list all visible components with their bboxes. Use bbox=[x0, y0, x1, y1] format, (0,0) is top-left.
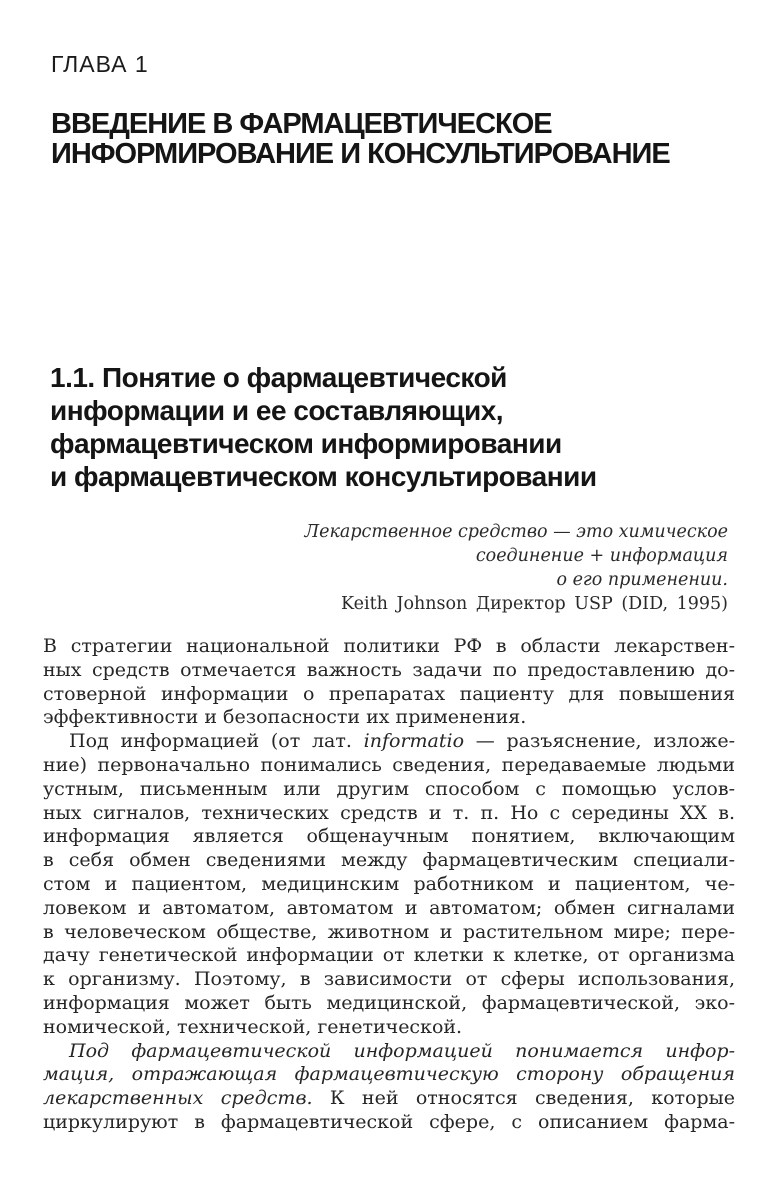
chapter-title-line: ВВЕДЕНИЕ В ФАРМАЦЕВТИЧЕСКОЕ bbox=[51, 108, 552, 140]
body-line bbox=[43, 730, 735, 754]
body-segment: эффективности и безопасности их применения. bbox=[43, 706, 527, 729]
paragraph bbox=[43, 635, 735, 730]
body-segment-italic: informatio bbox=[363, 730, 465, 753]
body-segment: К ней относятся сведения, которые bbox=[312, 1087, 735, 1110]
body-segment: ных средств отмечается важность задачи по предоставлению до- bbox=[43, 658, 735, 681]
chapter-title bbox=[51, 109, 670, 169]
body-line bbox=[43, 1087, 735, 1111]
section-heading-line: и фармацевтическом консультировании bbox=[50, 461, 597, 492]
body-line bbox=[43, 635, 735, 659]
body-segment: ловеком и автоматом, автоматом и автоматом; обмен сигналами bbox=[43, 896, 735, 919]
body-text bbox=[43, 635, 735, 1135]
body-line bbox=[43, 1016, 735, 1040]
body-line bbox=[43, 1111, 735, 1135]
body-segment: номической, технической, генетической. bbox=[43, 1015, 463, 1038]
body-line bbox=[43, 944, 735, 968]
body-line bbox=[43, 683, 735, 707]
epigraph-quote-line: соединение + информация bbox=[475, 546, 728, 566]
section-heading-line: фармацевтическом информировании bbox=[50, 428, 562, 459]
section-heading-line: 1.1. Понятие о фармацевтической bbox=[50, 362, 507, 393]
epigraph-quote-line: о его применении. bbox=[556, 570, 728, 590]
body-segment: в себя обмен сведениями между фармацевтическим специали- bbox=[43, 849, 735, 872]
epigraph-attribution: Keith Johnson Директор USP (DID, 1995) bbox=[341, 594, 728, 614]
body-line bbox=[43, 873, 735, 897]
chapter-label: ГЛАВА 1 bbox=[51, 51, 149, 77]
body-segment: ние) первоначально понимались сведения, передаваемые людьми bbox=[43, 753, 735, 776]
body-line bbox=[43, 849, 735, 873]
body-segment: к организму. Поэтому, в зависимости от сферы использования, bbox=[43, 968, 735, 991]
body-segment: циркулируют в фармацевтической сфере, с описанием фарма- bbox=[43, 1110, 735, 1133]
epigraph bbox=[180, 520, 728, 616]
body-segment: В стратегии национальной политики РФ в области лекарствен- bbox=[43, 635, 735, 657]
body-segment-italic: мация, отражающая фармацевтическую сторону обращения bbox=[43, 1063, 735, 1086]
body-segment: Под информацией (от лат. bbox=[69, 730, 364, 753]
section-heading-line: информации и ее составляющих, bbox=[50, 395, 504, 426]
body-line bbox=[43, 802, 735, 826]
body-line bbox=[43, 659, 735, 683]
body-segment: в человеческом обществе, животном и растительном мире; пере- bbox=[43, 920, 735, 943]
body-segment: дачу генетической информации от клетки к клетке, от организма bbox=[43, 944, 735, 967]
body-segment-italic: лекарственных средств. bbox=[43, 1087, 313, 1110]
epigraph-quote-line: Лекарственное средство — это химическое bbox=[304, 522, 728, 542]
body-segment: стом и пациентом, медицинским работником и пациентом, че- bbox=[43, 872, 735, 895]
body-line bbox=[43, 778, 735, 802]
chapter-title-line: ИНФОРМИРОВАНИЕ И КОНСУЛЬТИРОВАНИЕ bbox=[51, 138, 670, 170]
body-line bbox=[43, 706, 735, 730]
body-line bbox=[43, 754, 735, 778]
body-segment: информация является общенаучным понятием, включающим bbox=[43, 825, 735, 848]
body-line bbox=[43, 897, 735, 921]
body-line bbox=[43, 825, 735, 849]
body-line bbox=[43, 1063, 735, 1087]
body-segment: информация может быть медицинской, фармацевтической, эко- bbox=[43, 991, 735, 1014]
body-line bbox=[43, 968, 735, 992]
paragraph bbox=[43, 1040, 735, 1135]
body-segment: устным, письменным или другим способом с помощью услов- bbox=[43, 777, 735, 800]
body-line bbox=[43, 992, 735, 1016]
body-segment: стоверной информации о препаратах пациенту для повышения bbox=[43, 682, 735, 705]
body-segment: — разъяснение, изложе- bbox=[464, 730, 735, 753]
paragraph bbox=[43, 730, 735, 1039]
body-line bbox=[43, 1040, 735, 1064]
body-line bbox=[43, 921, 735, 945]
body-segment: ных сигналов, технических средств и т. п. Но с середины XX в. bbox=[43, 801, 735, 824]
section-heading bbox=[50, 361, 597, 493]
body-segment-italic: Под фармацевтической информацией понимается инфор- bbox=[69, 1039, 735, 1062]
